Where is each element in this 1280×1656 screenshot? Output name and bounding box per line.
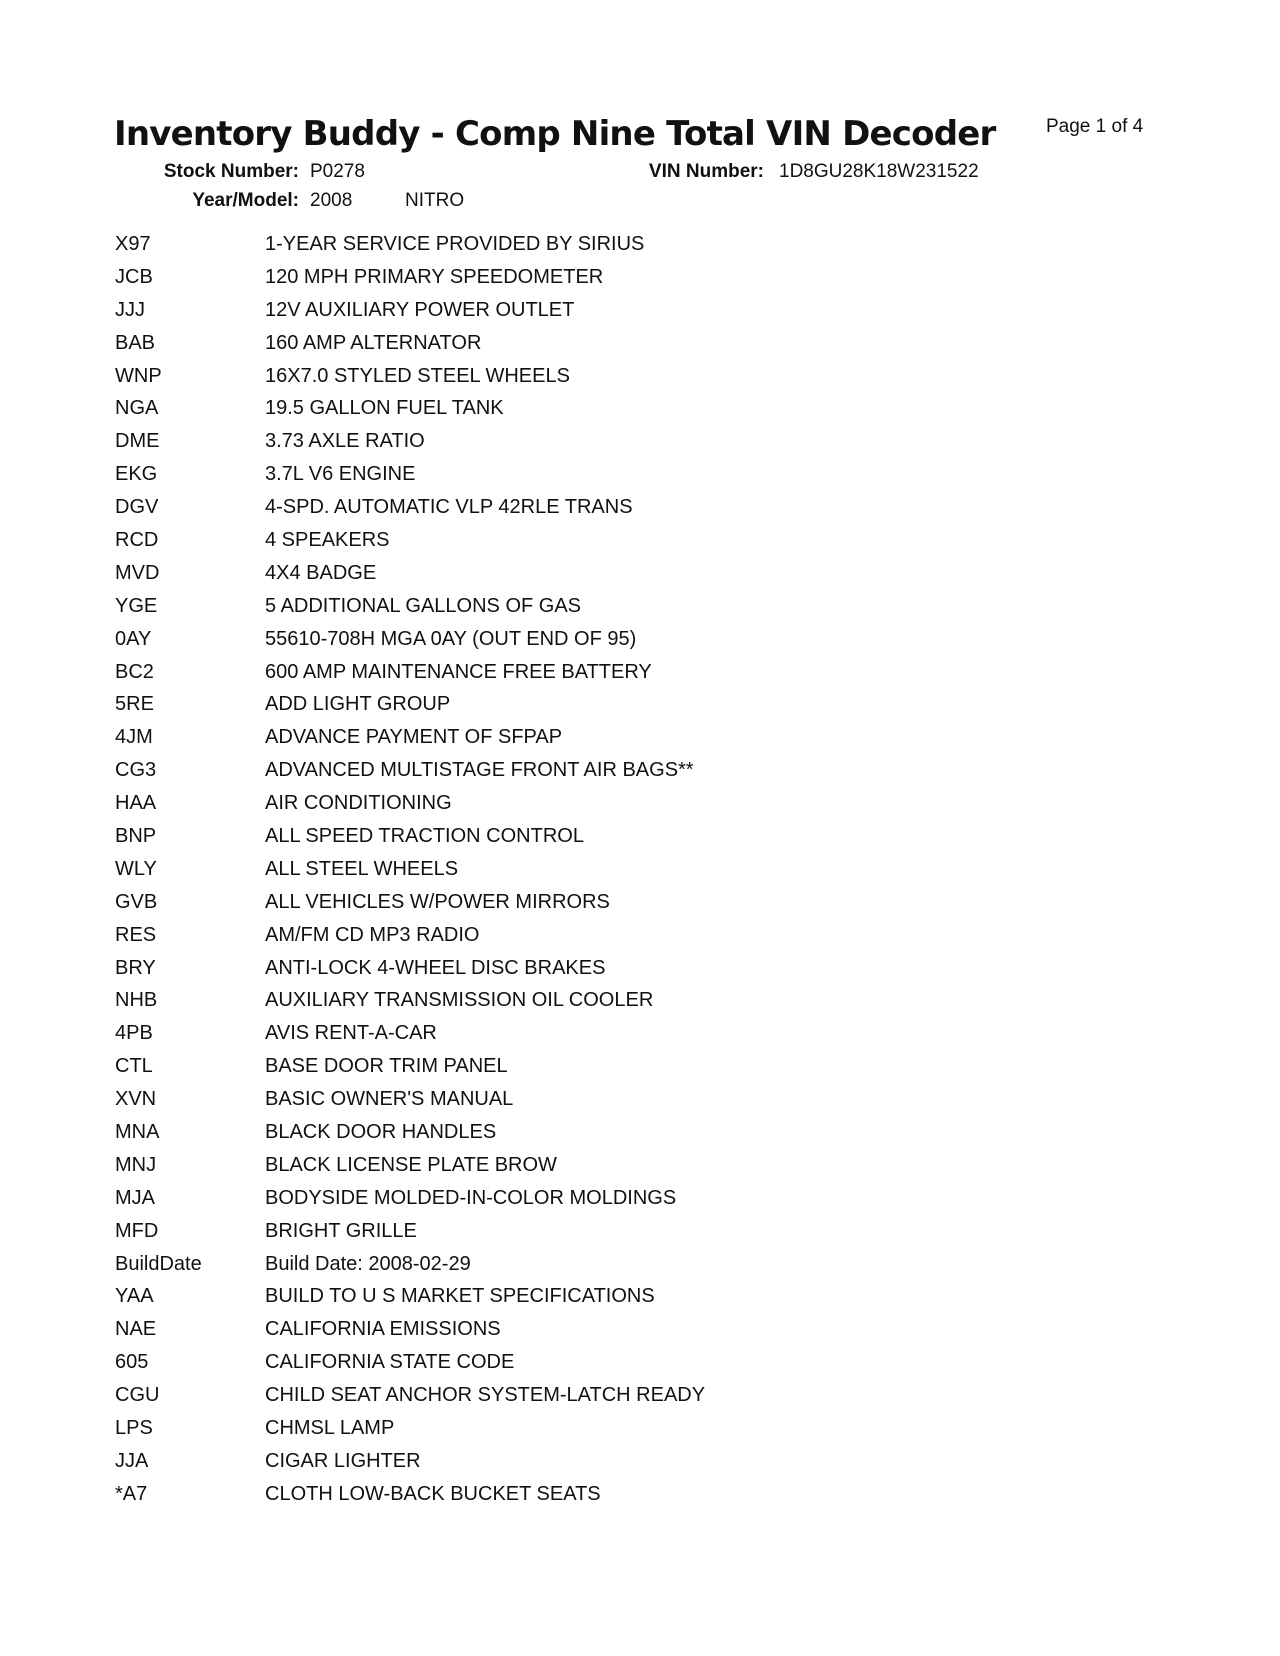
- year-value: 2008: [310, 190, 353, 211]
- option-description: 600 AMP MAINTENANCE FREE BATTERY: [265, 660, 652, 683]
- option-code: 4PB: [115, 1022, 153, 1045]
- option-row: [115, 491, 705, 524]
- option-description: ADVANCE PAYMENT OF SFPAP: [265, 726, 563, 749]
- option-row: [115, 1313, 705, 1346]
- option-row: [115, 886, 705, 919]
- option-description: BLACK LICENSE PLATE BROW: [265, 1153, 557, 1176]
- option-code-list: [115, 228, 705, 1511]
- option-description: BODYSIDE MOLDED-IN-COLOR MOLDINGS: [265, 1186, 677, 1209]
- option-description: 3.7L V6 ENGINE: [265, 463, 416, 486]
- option-row: [115, 919, 705, 952]
- option-code: CG3: [115, 759, 157, 782]
- option-row: [115, 1346, 705, 1379]
- option-row: [115, 952, 705, 985]
- option-code: 5RE: [115, 693, 154, 716]
- option-code: X97: [115, 232, 151, 255]
- stock-number-value: P0278: [310, 161, 365, 182]
- option-description: BUILD TO U S MARKET SPECIFICATIONS: [265, 1285, 655, 1308]
- option-code: MJA: [115, 1186, 155, 1209]
- option-code: WLY: [115, 857, 157, 880]
- option-row: [115, 984, 705, 1017]
- option-row: [115, 1412, 705, 1445]
- option-code: JCB: [115, 265, 153, 288]
- option-description: Build Date: 2008-02-29: [265, 1252, 471, 1275]
- option-row: [115, 228, 705, 261]
- option-code: RES: [115, 923, 157, 946]
- option-row: [115, 1281, 705, 1314]
- option-code: BC2: [115, 660, 154, 683]
- option-code: MNJ: [115, 1153, 157, 1176]
- option-code: EKG: [115, 463, 158, 486]
- option-description: 4-SPD. AUTOMATIC VLP 42RLE TRANS: [265, 496, 633, 519]
- vin-number-label: VIN Number:: [648, 161, 764, 182]
- option-description: ALL SPEED TRACTION CONTROL: [265, 824, 584, 847]
- option-description: 120 MPH PRIMARY SPEEDOMETER: [265, 265, 604, 288]
- option-description: 160 AMP ALTERNATOR: [265, 331, 482, 354]
- option-row: [115, 425, 705, 458]
- option-code: BuildDate: [115, 1252, 202, 1275]
- option-description: CALIFORNIA EMISSIONS: [265, 1318, 501, 1341]
- option-row: [115, 1215, 705, 1248]
- option-code: YGE: [115, 594, 158, 617]
- option-description: 16X7.0 STYLED STEEL WHEELS: [265, 364, 570, 387]
- option-code: RCD: [115, 528, 159, 551]
- option-code: NHB: [115, 989, 158, 1012]
- year-model-label: Year/Model:: [192, 190, 299, 211]
- option-code: MNA: [115, 1120, 160, 1143]
- option-code: LPS: [115, 1417, 153, 1439]
- option-code: 0AY: [115, 627, 152, 650]
- option-description: 55610-708H MGA 0AY (OUT END OF 95): [265, 627, 637, 650]
- option-description: CIGAR LIGHTER: [265, 1449, 421, 1472]
- option-code: *A7: [115, 1482, 148, 1505]
- option-code: JJA: [115, 1449, 149, 1472]
- option-description: ADVANCED MULTISTAGE FRONT AIR BAGS**: [265, 759, 694, 782]
- option-description: 4X4 BADGE: [265, 561, 377, 584]
- option-row: [115, 590, 705, 623]
- option-code: 605: [115, 1351, 149, 1374]
- option-row: [115, 1379, 705, 1412]
- vin-number-value: 1D8GU28K18W231522: [779, 161, 979, 182]
- option-code: DME: [115, 430, 160, 453]
- option-row: [115, 392, 705, 425]
- option-description: AVIS RENT-A-CAR: [265, 1022, 437, 1045]
- option-code: MFD: [115, 1219, 159, 1242]
- option-description: AM/FM CD MP3 RADIO: [265, 923, 480, 946]
- option-description: BRIGHT GRILLE: [265, 1219, 417, 1242]
- option-row: [115, 787, 705, 820]
- option-description: 1-YEAR SERVICE PROVIDED BY SIRIUS: [265, 232, 645, 255]
- option-description: CLOTH LOW-BACK BUCKET SEATS: [265, 1482, 601, 1505]
- option-code: CTL: [115, 1055, 153, 1078]
- option-code: BAB: [115, 331, 156, 354]
- option-row: [115, 1478, 705, 1511]
- option-row: [115, 360, 705, 393]
- option-code: MVD: [115, 561, 160, 584]
- option-row: [115, 820, 705, 853]
- option-code: DGV: [115, 496, 159, 519]
- option-row: [115, 1248, 705, 1281]
- option-description: BLACK DOOR HANDLES: [265, 1120, 497, 1143]
- option-description: 19.5 GALLON FUEL TANK: [265, 397, 504, 420]
- option-description: ADD LIGHT GROUP: [265, 693, 451, 716]
- option-description: 12V AUXILIARY POWER OUTLET: [265, 298, 575, 321]
- option-description: BASIC OWNER'S MANUAL: [265, 1088, 514, 1111]
- stock-number-label: Stock Number:: [163, 161, 299, 182]
- option-description: 4 SPEAKERS: [265, 528, 390, 551]
- option-row: [115, 1116, 705, 1149]
- option-row: [115, 754, 705, 787]
- option-code: GVB: [115, 890, 158, 913]
- option-code: XVN: [115, 1088, 157, 1111]
- option-row: [115, 261, 705, 294]
- option-description: AUXILIARY TRANSMISSION OIL COOLER: [265, 989, 654, 1012]
- option-row: [115, 294, 705, 327]
- option-description: ALL STEEL WHEELS: [265, 857, 459, 880]
- option-code: NGA: [115, 397, 159, 420]
- model-value: NITRO: [405, 190, 465, 211]
- option-code: BNP: [115, 824, 157, 847]
- option-description: 3.73 AXLE RATIO: [265, 430, 425, 453]
- option-row: [115, 327, 705, 360]
- option-row: [115, 721, 705, 754]
- option-row: [115, 1182, 705, 1215]
- option-row: [115, 458, 705, 491]
- option-code: CGU: [115, 1384, 160, 1407]
- option-description: ANTI-LOCK 4-WHEEL DISC BRAKES: [265, 956, 606, 979]
- option-row: [115, 557, 705, 590]
- option-row: [115, 623, 705, 656]
- option-code: BRY: [115, 956, 156, 979]
- option-row: [115, 1050, 705, 1083]
- option-code: 4JM: [115, 726, 153, 749]
- option-description: CHILD SEAT ANCHOR SYSTEM-LATCH READY: [265, 1384, 706, 1407]
- option-description: AIR CONDITIONING: [265, 792, 452, 815]
- option-description: 5 ADDITIONAL GALLONS OF GAS: [265, 594, 582, 617]
- option-row: [115, 853, 705, 886]
- option-row: [115, 524, 705, 557]
- option-row: [115, 656, 705, 689]
- option-code: HAA: [115, 792, 157, 815]
- option-row: [115, 1149, 705, 1182]
- option-code: WNP: [115, 364, 162, 387]
- option-row: [115, 1083, 705, 1116]
- page-title: Inventory Buddy - Comp Nine Total VIN Decoder: [114, 114, 996, 154]
- option-row: [115, 1445, 705, 1478]
- page-indicator: Page 1 of 4: [1046, 116, 1144, 137]
- option-description: BASE DOOR TRIM PANEL: [265, 1055, 508, 1078]
- option-description: ALL VEHICLES W/POWER MIRRORS: [265, 890, 610, 913]
- option-code: JJJ: [115, 298, 145, 321]
- option-row: [115, 1017, 705, 1050]
- option-description: CALIFORNIA STATE CODE: [265, 1351, 515, 1374]
- option-code: NAE: [115, 1318, 157, 1341]
- option-description: CHMSL LAMP: [265, 1417, 395, 1439]
- option-code: YAA: [115, 1285, 154, 1308]
- option-row: [115, 688, 705, 721]
